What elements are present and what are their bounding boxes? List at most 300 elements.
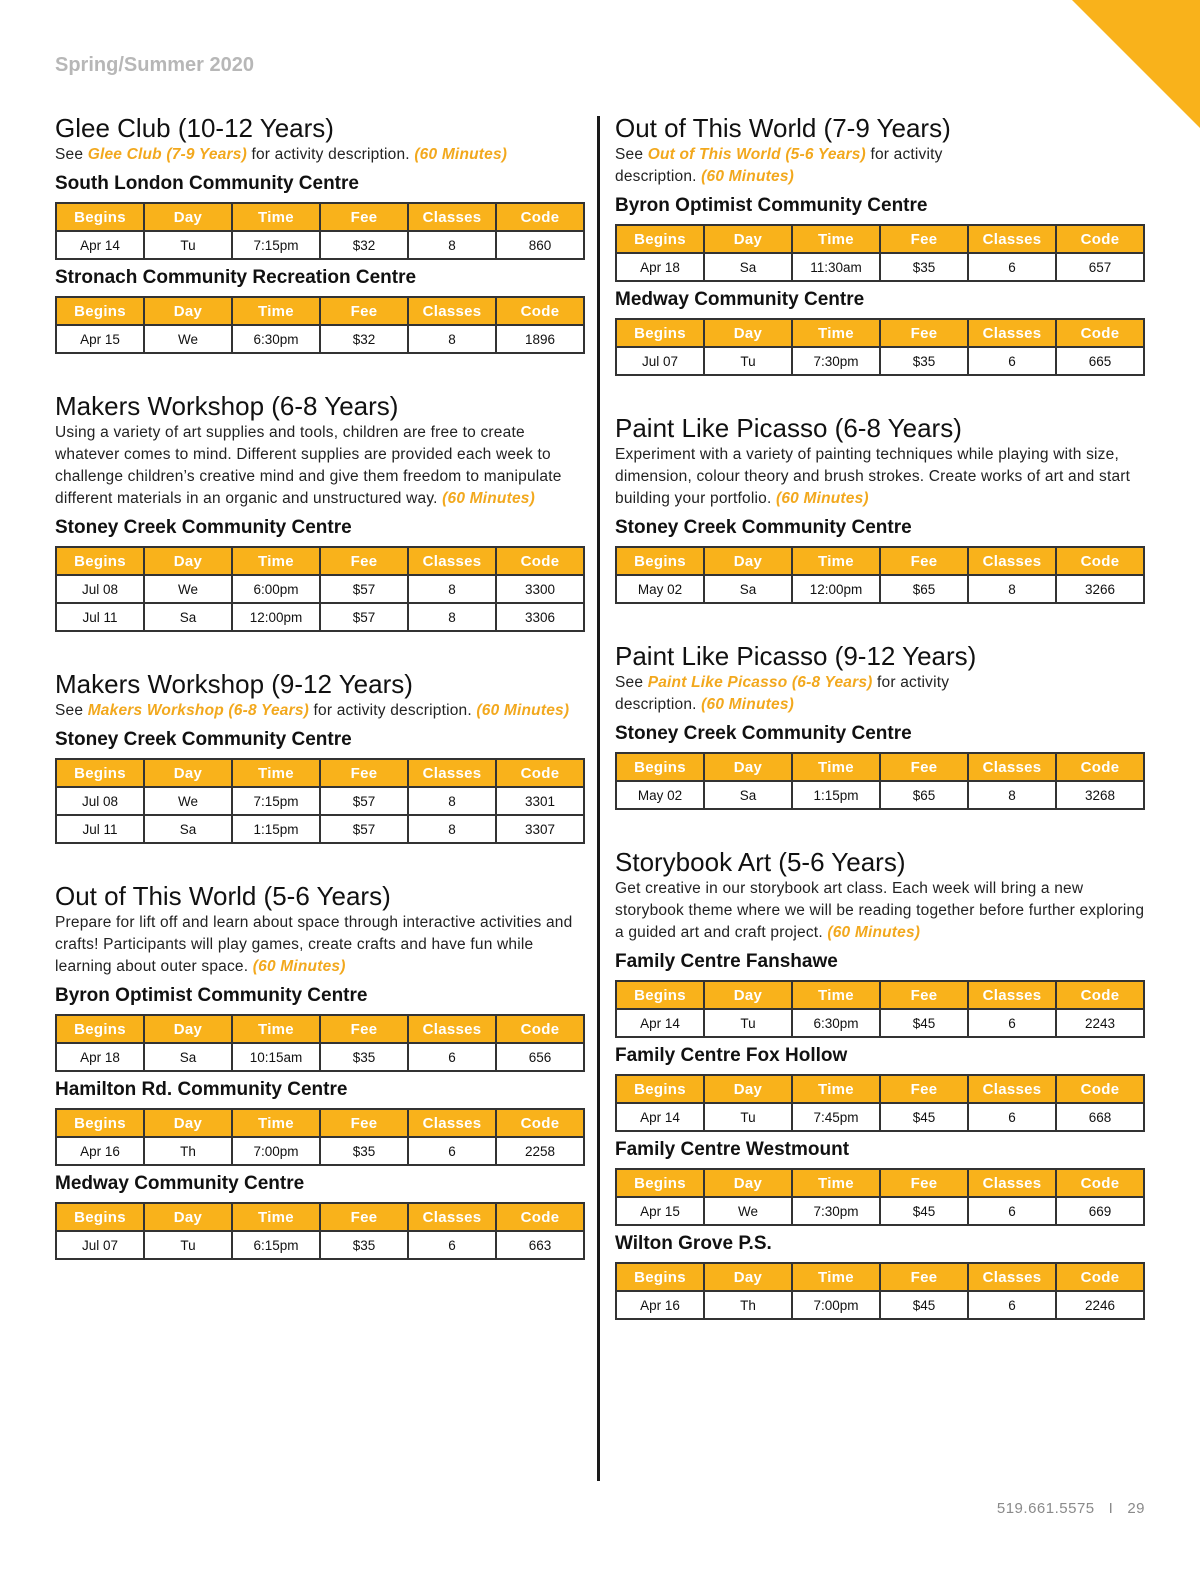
table-cell: 7:30pm <box>792 347 880 375</box>
schedule-table <box>55 1202 585 1260</box>
location-name: Family Centre Fox Hollow <box>615 1045 848 1066</box>
desc-text: for activity description. <box>309 702 477 719</box>
column-header: Code <box>496 297 584 325</box>
column-header: Fee <box>320 1015 408 1043</box>
table-row <box>616 1009 1144 1037</box>
locations-list <box>615 722 1145 810</box>
table-cell: $45 <box>880 1009 968 1037</box>
column-header: Begins <box>56 547 144 575</box>
table-cell: Apr 18 <box>56 1043 144 1071</box>
column-header: Begins <box>616 753 704 781</box>
table-cell: 3300 <box>496 575 584 603</box>
column-header: Classes <box>968 225 1056 253</box>
table-cell: We <box>704 1197 792 1225</box>
column-header: Begins <box>56 1109 144 1137</box>
column-header: Begins <box>56 759 144 787</box>
table-header-row <box>56 1203 584 1231</box>
column-header: Begins <box>56 1015 144 1043</box>
table-row <box>616 253 1144 281</box>
table-cell: Tu <box>704 347 792 375</box>
column-header: Code <box>496 1203 584 1231</box>
table-cell: 1896 <box>496 325 584 353</box>
table-header-row <box>56 1109 584 1137</box>
table-cell: 6 <box>968 1197 1056 1225</box>
column-header: Classes <box>408 1109 496 1137</box>
table-cell: 6 <box>408 1043 496 1071</box>
table-cell: 1:15pm <box>232 815 320 843</box>
table-cell: 1:15pm <box>792 781 880 809</box>
table-cell: $45 <box>880 1197 968 1225</box>
table-header-row <box>56 297 584 325</box>
table-cell: 10:15am <box>232 1043 320 1071</box>
column-header: Begins <box>616 1169 704 1197</box>
table-row <box>616 1291 1144 1319</box>
table-cell: $65 <box>880 575 968 603</box>
description-link[interactable]: Glee Club (7-9 Years) <box>87 146 247 163</box>
table-cell: $45 <box>880 1103 968 1131</box>
table-cell: Sa <box>704 575 792 603</box>
table-header-row <box>56 1015 584 1043</box>
table-cell: We <box>144 325 232 353</box>
column-header: Time <box>232 1015 320 1043</box>
column-header: Day <box>144 1109 232 1137</box>
column-header: Classes <box>968 1263 1056 1291</box>
column-header: Day <box>144 297 232 325</box>
table-cell: 6 <box>968 253 1056 281</box>
table-cell: $35 <box>880 253 968 281</box>
table-cell: Sa <box>144 815 232 843</box>
table-cell: 8 <box>968 781 1056 809</box>
table-cell: 6 <box>968 1103 1056 1131</box>
location-name: Wilton Grove P.S. <box>615 1233 772 1254</box>
column-header: Fee <box>880 1075 968 1103</box>
table-cell: Apr 14 <box>56 231 144 259</box>
table-row <box>616 781 1144 809</box>
table-cell: $45 <box>880 1291 968 1319</box>
desc-text: See <box>615 674 648 691</box>
column-header: Begins <box>616 547 704 575</box>
table-cell: 8 <box>408 603 496 631</box>
section-description <box>55 422 585 510</box>
location-name: Hamilton Rd. Community Centre <box>55 1079 348 1100</box>
table-cell: We <box>144 575 232 603</box>
column-header: Code <box>1056 225 1144 253</box>
description-link[interactable]: Makers Workshop (6-8 Years) <box>87 702 310 719</box>
table-cell: Apr 14 <box>616 1103 704 1131</box>
section-makers-workshop-6-8 <box>55 390 585 632</box>
table-cell: $57 <box>320 815 408 843</box>
page-number: 29 <box>1127 1500 1145 1517</box>
table-cell: $57 <box>320 603 408 631</box>
location-name: Stoney Creek Community Centre <box>615 517 912 538</box>
column-header: Code <box>496 547 584 575</box>
duration-label: (60 Minutes) <box>476 702 570 719</box>
description-link[interactable]: Paint Like Picasso (6-8 Years) <box>647 674 873 691</box>
table-cell: 6 <box>408 1137 496 1165</box>
table-cell: $35 <box>320 1231 408 1259</box>
column-header: Time <box>792 1169 880 1197</box>
table-cell: 6:30pm <box>232 325 320 353</box>
table-cell: May 02 <box>616 781 704 809</box>
duration-label: (60 Minutes) <box>442 490 535 507</box>
table-cell: Jul 11 <box>56 603 144 631</box>
table-cell: 2258 <box>496 1137 584 1165</box>
table-row <box>616 1197 1144 1225</box>
table-cell: Jul 11 <box>56 815 144 843</box>
column-header: Classes <box>968 753 1056 781</box>
table-cell: 668 <box>1056 1103 1144 1131</box>
section-description <box>615 444 1145 510</box>
table-cell: 6 <box>968 347 1056 375</box>
table-cell: 7:15pm <box>232 787 320 815</box>
section-description <box>55 144 585 166</box>
table-cell: 656 <box>496 1043 584 1071</box>
section-out-of-this-world-5-6 <box>55 880 585 1260</box>
location-name: Stoney Creek Community Centre <box>55 517 352 538</box>
table-row <box>616 1103 1144 1131</box>
description-link[interactable]: Out of This World (5-6 Years) <box>647 146 866 163</box>
schedule-table <box>55 1108 585 1166</box>
location-name: Medway Community Centre <box>615 289 865 310</box>
schedule-table <box>55 296 585 354</box>
section-out-of-this-world-7-9 <box>615 112 1145 376</box>
table-cell: $35 <box>880 347 968 375</box>
table-cell: 12:00pm <box>792 575 880 603</box>
schedule-table <box>615 1168 1145 1226</box>
column-header: Code <box>1056 1169 1144 1197</box>
table-cell: Apr 16 <box>56 1137 144 1165</box>
location-name: Stoney Creek Community Centre <box>615 723 912 744</box>
table-header-row <box>616 319 1144 347</box>
table-header-row <box>616 981 1144 1009</box>
column-header: Code <box>1056 981 1144 1009</box>
table-header-row <box>616 225 1144 253</box>
location-name: Stoney Creek Community Centre <box>55 729 352 750</box>
schedule-table <box>615 752 1145 810</box>
column-header: Code <box>1056 319 1144 347</box>
desc-text: for activity description. <box>246 146 415 163</box>
table-row <box>56 231 584 259</box>
section-glee-club-10-12 <box>55 112 585 354</box>
table-cell: 7:15pm <box>232 231 320 259</box>
table-cell: Jul 07 <box>56 1231 144 1259</box>
column-header: Fee <box>880 981 968 1009</box>
column-header: Fee <box>880 1169 968 1197</box>
column-header: Time <box>792 981 880 1009</box>
table-cell: 657 <box>1056 253 1144 281</box>
table-cell: Sa <box>704 781 792 809</box>
location-name: Family Centre Westmount <box>615 1139 850 1160</box>
column-header: Classes <box>408 759 496 787</box>
section-description <box>615 672 1015 716</box>
schedule-table <box>615 318 1145 376</box>
table-header-row <box>616 753 1144 781</box>
location-name: Medway Community Centre <box>55 1173 305 1194</box>
column-header: Begins <box>616 225 704 253</box>
section-title: Out of This World (7-9 Years) <box>615 113 951 143</box>
column-header: Classes <box>968 981 1056 1009</box>
column-header: Day <box>144 1015 232 1043</box>
table-cell: Sa <box>144 603 232 631</box>
section-title: Paint Like Picasso (9-12 Years) <box>615 641 977 671</box>
table-cell: Sa <box>144 1043 232 1071</box>
column-header: Time <box>232 297 320 325</box>
table-cell: Tu <box>704 1009 792 1037</box>
desc-text: for activity description. <box>615 674 950 713</box>
desc-text: Prepare for lift off and learn about space through interactive activities and crafts! Participants will play games, create crafts and have fun while learning about outer space. <box>55 914 573 975</box>
table-cell: Apr 14 <box>616 1009 704 1037</box>
column-header: Day <box>704 981 792 1009</box>
table-cell: 663 <box>496 1231 584 1259</box>
column-header: Day <box>144 1203 232 1231</box>
table-cell: May 02 <box>616 575 704 603</box>
column-header: Time <box>792 753 880 781</box>
locations-list <box>55 172 585 354</box>
section-paint-like-picasso-6-8 <box>615 412 1145 604</box>
table-cell: Th <box>144 1137 232 1165</box>
locations-list <box>615 950 1145 1320</box>
table-cell: Tu <box>144 231 232 259</box>
table-cell: 3268 <box>1056 781 1144 809</box>
section-makers-workshop-9-12 <box>55 668 585 844</box>
table-cell: 2243 <box>1056 1009 1144 1037</box>
section-description <box>615 878 1145 944</box>
table-cell: 669 <box>1056 1197 1144 1225</box>
schedule-table <box>55 202 585 260</box>
table-cell: 6 <box>408 1231 496 1259</box>
column-header: Day <box>704 1263 792 1291</box>
desc-text: Experiment with a variety of painting techniques while playing with size, dimension, colour theory and brush strokes. Create works of art and start building your portfolio. <box>615 446 1131 507</box>
column-header: Code <box>1056 1075 1144 1103</box>
table-cell: Apr 18 <box>616 253 704 281</box>
column-header: Fee <box>320 759 408 787</box>
schedule-table <box>615 980 1145 1038</box>
table-cell: 3266 <box>1056 575 1144 603</box>
table-cell: $57 <box>320 787 408 815</box>
table-cell: Th <box>704 1291 792 1319</box>
table-cell: 6:00pm <box>232 575 320 603</box>
duration-label: (60 Minutes) <box>414 146 508 163</box>
table-cell: 665 <box>1056 347 1144 375</box>
table-row <box>56 787 584 815</box>
column-header: Fee <box>880 753 968 781</box>
table-cell: 6:15pm <box>232 1231 320 1259</box>
section-title: Paint Like Picasso (6-8 Years) <box>615 413 962 443</box>
column-header: Classes <box>968 1075 1056 1103</box>
table-cell: 3306 <box>496 603 584 631</box>
table-row <box>56 1231 584 1259</box>
column-header: Time <box>792 225 880 253</box>
column-header: Fee <box>880 319 968 347</box>
table-cell: 12:00pm <box>232 603 320 631</box>
table-cell: 6 <box>968 1291 1056 1319</box>
page-header: Spring/Summer 2020 <box>55 54 254 76</box>
section-title: Out of This World (5-6 Years) <box>55 881 391 911</box>
column-header: Time <box>792 547 880 575</box>
column-header: Fee <box>320 1109 408 1137</box>
column-header: Code <box>496 203 584 231</box>
column-header: Time <box>232 547 320 575</box>
location-name: Stronach Community Recreation Centre <box>55 267 417 288</box>
table-header-row <box>616 1075 1144 1103</box>
table-cell: Apr 15 <box>56 325 144 353</box>
column-header: Day <box>704 1075 792 1103</box>
table-cell: 8 <box>408 231 496 259</box>
column-header: Time <box>232 203 320 231</box>
table-cell: $32 <box>320 231 408 259</box>
column-header: Classes <box>408 1015 496 1043</box>
column-header: Code <box>496 1109 584 1137</box>
schedule-table <box>615 1262 1145 1320</box>
schedule-table <box>615 546 1145 604</box>
column-header: Code <box>496 759 584 787</box>
location-name: South London Community Centre <box>55 173 359 194</box>
column-header: Code <box>1056 753 1144 781</box>
table-cell: $35 <box>320 1043 408 1071</box>
section-paint-like-picasso-9-12 <box>615 640 1145 810</box>
locations-list <box>615 194 1145 376</box>
column-header: Classes <box>408 297 496 325</box>
table-cell: 7:30pm <box>792 1197 880 1225</box>
column-header: Day <box>704 1169 792 1197</box>
column-header: Fee <box>880 225 968 253</box>
table-cell: 7:00pm <box>792 1291 880 1319</box>
desc-text: See <box>615 146 648 163</box>
table-cell: 8 <box>408 325 496 353</box>
section-title: Glee Club (10-12 Years) <box>55 113 334 143</box>
schedule-table <box>615 1074 1145 1132</box>
table-cell: $35 <box>320 1137 408 1165</box>
column-header: Begins <box>56 1203 144 1231</box>
desc-text: See <box>55 702 88 719</box>
column-header: Fee <box>320 297 408 325</box>
section-storybook-art-5-6 <box>615 846 1145 1320</box>
column-header: Fee <box>320 547 408 575</box>
column-header: Fee <box>320 1203 408 1231</box>
column-header: Code <box>1056 1263 1144 1291</box>
table-row <box>56 815 584 843</box>
table-cell: We <box>144 787 232 815</box>
column-header: Time <box>792 319 880 347</box>
locations-list <box>55 516 585 632</box>
column-header: Day <box>144 203 232 231</box>
table-cell: 6:30pm <box>792 1009 880 1037</box>
corner-accent <box>1072 0 1200 128</box>
column-header: Classes <box>408 547 496 575</box>
table-cell: Apr 15 <box>616 1197 704 1225</box>
table-cell: Tu <box>704 1103 792 1131</box>
table-cell: 860 <box>496 231 584 259</box>
table-row <box>616 575 1144 603</box>
column-header: Fee <box>880 547 968 575</box>
column-header: Time <box>232 759 320 787</box>
section-description <box>55 912 585 978</box>
column-header: Time <box>792 1263 880 1291</box>
table-cell: 3301 <box>496 787 584 815</box>
column-header: Day <box>144 547 232 575</box>
section-title: Makers Workshop (9-12 Years) <box>55 669 413 699</box>
location-name: Family Centre Fanshawe <box>615 951 838 972</box>
schedule-table <box>55 546 585 632</box>
table-header-row <box>56 203 584 231</box>
table-header-row <box>616 547 1144 575</box>
table-cell: 8 <box>408 787 496 815</box>
section-title: Makers Workshop (6-8 Years) <box>55 391 399 421</box>
column-header: Begins <box>56 203 144 231</box>
table-cell: Jul 08 <box>56 575 144 603</box>
locations-list <box>55 984 585 1260</box>
location-name: Byron Optimist Community Centre <box>55 985 368 1006</box>
section-description <box>55 700 585 722</box>
column-header: Time <box>232 1109 320 1137</box>
table-cell: $65 <box>880 781 968 809</box>
schedule-table <box>55 1014 585 1072</box>
column-header: Classes <box>968 547 1056 575</box>
table-cell: Jul 07 <box>616 347 704 375</box>
locations-list <box>55 728 585 844</box>
table-cell: $57 <box>320 575 408 603</box>
desc-text: Get creative in our storybook art class. Each week will bring a new storybook theme where we will be reading together before further exploring a guided art and craft project. <box>615 880 1145 941</box>
table-row <box>56 325 584 353</box>
table-cell: 2246 <box>1056 1291 1144 1319</box>
column-header: Code <box>496 1015 584 1043</box>
table-cell: Tu <box>144 1231 232 1259</box>
phone-number: 519.661.5575 <box>996 1500 1095 1517</box>
table-row <box>56 603 584 631</box>
column-header: Day <box>704 225 792 253</box>
column-header: Begins <box>56 297 144 325</box>
column-header: Begins <box>616 1263 704 1291</box>
column-header: Begins <box>616 1075 704 1103</box>
right-column <box>615 112 1145 1320</box>
column-header: Code <box>1056 547 1144 575</box>
table-cell: Apr 16 <box>616 1291 704 1319</box>
section-description <box>615 144 1015 188</box>
column-header: Begins <box>616 319 704 347</box>
column-header: Classes <box>968 1169 1056 1197</box>
column-header: Day <box>704 319 792 347</box>
table-cell: Sa <box>704 253 792 281</box>
column-divider <box>597 116 600 1481</box>
duration-label: (60 Minutes) <box>701 168 794 185</box>
column-header: Classes <box>408 203 496 231</box>
table-cell: 8 <box>408 575 496 603</box>
duration-label: (60 Minutes) <box>252 958 346 975</box>
table-row <box>56 1043 584 1071</box>
table-header-row <box>56 759 584 787</box>
desc-text: for activity description. <box>615 146 943 185</box>
table-cell: 7:00pm <box>232 1137 320 1165</box>
table-row <box>56 575 584 603</box>
column-header: Day <box>704 753 792 781</box>
table-row <box>616 347 1144 375</box>
column-header: Day <box>144 759 232 787</box>
page-footer <box>997 1500 1145 1517</box>
column-header: Time <box>232 1203 320 1231</box>
table-cell: 8 <box>968 575 1056 603</box>
duration-label: (60 Minutes) <box>775 490 869 507</box>
desc-text: See <box>55 146 88 163</box>
desc-text: Using a variety of art supplies and tools, children are free to create whatever comes to mind. Different supplies are provided each week to challenge children’s creative mind and give them freedom to manipulate different materials in an organic and unstructured way. <box>55 424 562 507</box>
footer-separator: I <box>1108 1500 1114 1517</box>
table-cell: Jul 08 <box>56 787 144 815</box>
column-header: Classes <box>408 1203 496 1231</box>
schedule-table <box>615 224 1145 282</box>
section-title: Storybook Art (5-6 Years) <box>615 847 906 877</box>
locations-list <box>615 516 1145 604</box>
duration-label: (60 Minutes) <box>701 696 794 713</box>
column-header: Classes <box>968 319 1056 347</box>
